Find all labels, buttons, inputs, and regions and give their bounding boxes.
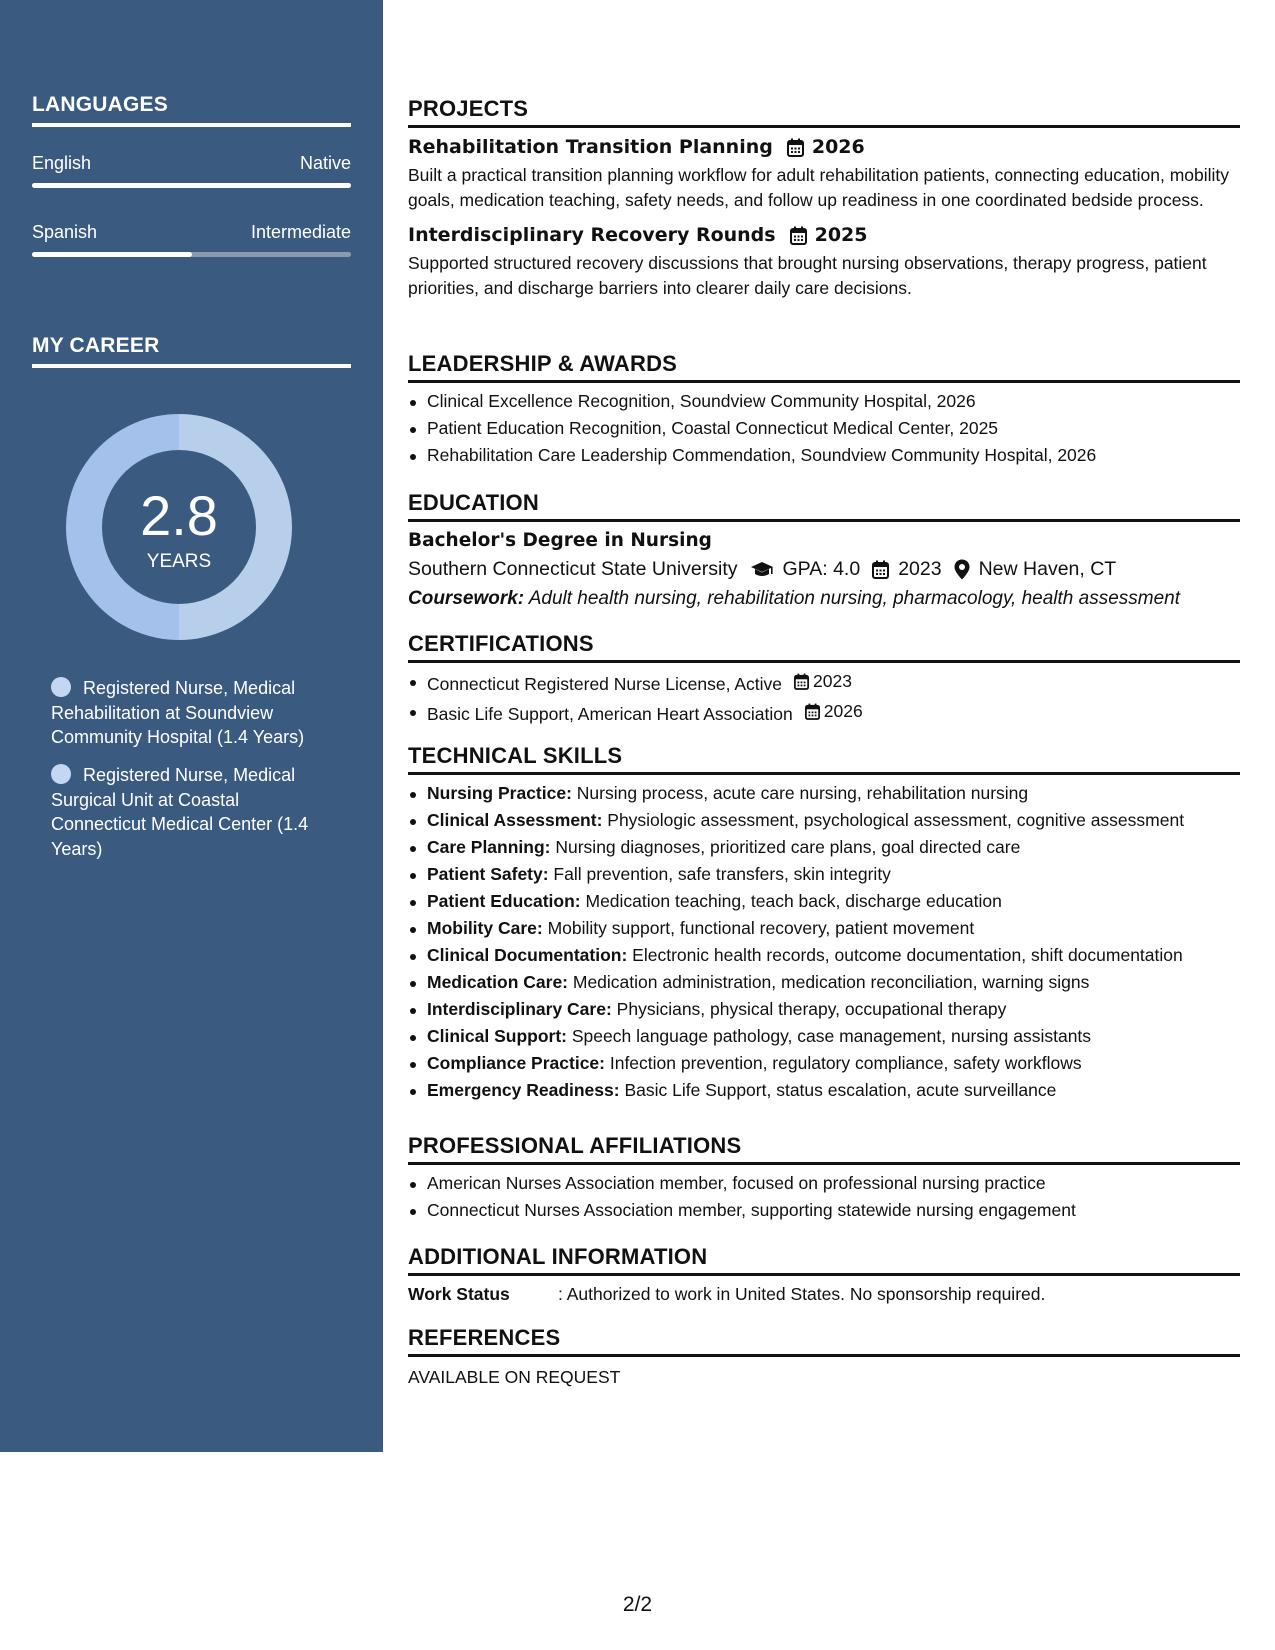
skill-item bbox=[408, 1077, 1240, 1104]
skill-text: Nursing diagnoses, prioritized care plans, goal directed care bbox=[550, 837, 1021, 857]
graduation-cap-icon bbox=[750, 561, 774, 579]
leadership-title: LEADERSHIP & AWARDS bbox=[408, 351, 1240, 383]
degree-title: Bachelor's Degree in Nursing bbox=[408, 530, 712, 551]
certification-year: 2026 bbox=[823, 701, 863, 721]
skill-item bbox=[408, 834, 1240, 861]
school-location: New Haven, CT bbox=[978, 558, 1117, 580]
coursework bbox=[408, 588, 1240, 610]
coursework-label: Coursework: bbox=[408, 588, 525, 609]
calendar-icon bbox=[872, 560, 889, 579]
certification-name: Basic Life Support, American Heart Association bbox=[427, 704, 793, 724]
affiliations-list bbox=[408, 1170, 1240, 1224]
skill-label: Compliance Practice: bbox=[427, 1053, 605, 1073]
skill-label: Clinical Assessment: bbox=[427, 810, 603, 830]
projects-title: PROJECTS bbox=[408, 96, 1240, 128]
project-title bbox=[408, 224, 1240, 246]
certifications-section bbox=[408, 631, 1240, 728]
skill-text: Fall prevention, safe transfers, skin integrity bbox=[548, 864, 891, 884]
skill-item bbox=[408, 807, 1240, 834]
references-title: REFERENCES bbox=[408, 1325, 1240, 1357]
career-item bbox=[51, 676, 331, 750]
career-total-years: 2.8 bbox=[140, 484, 218, 547]
education-title: EDUCATION bbox=[408, 490, 1240, 522]
calendar-icon bbox=[805, 703, 820, 720]
skill-text: Mobility support, functional recovery, patient movement bbox=[542, 918, 975, 938]
certifications-title: CERTIFICATIONS bbox=[408, 631, 1240, 663]
skill-text: Electronic health records, outcome documentation, shift documentation bbox=[627, 945, 1183, 965]
career-title: MY CAREER bbox=[32, 334, 351, 368]
list-item bbox=[408, 668, 1240, 698]
career-item bbox=[51, 763, 331, 861]
skill-item bbox=[408, 1023, 1240, 1050]
project-year: 2025 bbox=[814, 224, 868, 246]
education-details bbox=[408, 558, 1240, 581]
career-item-text: Registered Nurse, Medical Surgical Unit at Coastal Connecticut Medical Center (1.4 Years) bbox=[51, 765, 309, 859]
graduation-year: 2023 bbox=[898, 558, 942, 580]
skills-title: TECHNICAL SKILLS bbox=[408, 743, 1240, 775]
work-status-value: : Authorized to work in United States. No sponsorship required. bbox=[558, 1284, 1046, 1304]
project-title bbox=[408, 136, 1240, 158]
project-name: Rehabilitation Transition Planning bbox=[408, 136, 773, 158]
location-pin-icon bbox=[954, 559, 970, 580]
skill-label: Patient Safety: bbox=[427, 864, 549, 884]
project-name: Interdisciplinary Recovery Rounds bbox=[408, 224, 776, 246]
list-item bbox=[408, 698, 1240, 728]
calendar-icon bbox=[794, 673, 809, 690]
certification-date bbox=[805, 698, 863, 725]
language-english bbox=[32, 153, 351, 174]
list-item: American Nurses Association member, focused on professional nursing practice bbox=[408, 1170, 1240, 1197]
list-item: Patient Education Recognition, Coastal Connecticut Medical Center, 2025 bbox=[408, 415, 1240, 442]
skills-section bbox=[408, 743, 1240, 1104]
additional-section bbox=[408, 1244, 1240, 1305]
languages-section bbox=[32, 93, 351, 127]
language-bar-fill bbox=[32, 183, 351, 188]
skill-text: Speech language pathology, case management, nursing assistants bbox=[567, 1026, 1092, 1046]
career-bullet-dot bbox=[51, 677, 71, 697]
language-level: Intermediate bbox=[250, 222, 351, 242]
list-item: Clinical Excellence Recognition, Soundview Community Hospital, 2026 bbox=[408, 388, 1240, 415]
language-bar bbox=[32, 183, 351, 188]
page-number: 2/2 bbox=[622, 1593, 653, 1616]
skills-list bbox=[408, 780, 1240, 1104]
language-name: Spanish bbox=[32, 222, 98, 242]
language-name: English bbox=[32, 153, 92, 173]
languages-title: LANGUAGES bbox=[32, 93, 351, 127]
sidebar bbox=[0, 0, 383, 1452]
career-bullet-dot bbox=[51, 764, 71, 784]
career-section bbox=[32, 334, 351, 368]
skill-label: Clinical Documentation: bbox=[427, 945, 628, 965]
references-text: AVAILABLE ON REQUEST bbox=[408, 1367, 621, 1387]
project-year: 2026 bbox=[811, 136, 865, 158]
skill-item bbox=[408, 969, 1240, 996]
skill-item bbox=[408, 861, 1240, 888]
skill-label: Emergency Readiness: bbox=[427, 1080, 620, 1100]
skill-label: Mobility Care: bbox=[427, 918, 543, 938]
references-section bbox=[408, 1325, 1240, 1388]
language-spanish bbox=[32, 222, 351, 243]
affiliations-section bbox=[408, 1133, 1240, 1224]
work-status-row bbox=[408, 1284, 1240, 1305]
calendar-icon bbox=[790, 226, 807, 245]
skill-label: Care Planning: bbox=[427, 837, 551, 857]
career-years-unit: YEARS bbox=[146, 551, 212, 572]
skill-text: Infection prevention, regulatory compliance, safety workflows bbox=[604, 1053, 1082, 1073]
coursework-text: Adult health nursing, rehabilitation nursing, pharmacology, health assessment bbox=[524, 588, 1181, 609]
leadership-list bbox=[408, 388, 1240, 469]
skill-text: Physicians, physical therapy, occupational therapy bbox=[611, 999, 1007, 1019]
gpa: GPA: 4.0 bbox=[782, 558, 861, 580]
skill-item bbox=[408, 1050, 1240, 1077]
calendar-icon bbox=[787, 138, 804, 157]
project-description: Supported structured recovery discussions that brought nursing observations, therapy progress, patient priorities, and discharge barriers into clearer daily care decisions. bbox=[408, 253, 1207, 298]
work-status-label: Work Status bbox=[408, 1284, 510, 1304]
skill-item bbox=[408, 996, 1240, 1023]
certification-date bbox=[794, 668, 852, 695]
skill-label: Interdisciplinary Care: bbox=[427, 999, 612, 1019]
skill-label: Clinical Support: bbox=[427, 1026, 567, 1046]
skill-item bbox=[408, 888, 1240, 915]
leadership-section bbox=[408, 351, 1240, 469]
skill-label: Patient Education: bbox=[427, 891, 581, 911]
skill-item bbox=[408, 780, 1240, 807]
skill-item bbox=[408, 942, 1240, 969]
skill-text: Nursing process, acute care nursing, rehabilitation nursing bbox=[571, 783, 1029, 803]
skill-text: Basic Life Support, status escalation, acute surveillance bbox=[619, 1080, 1057, 1100]
career-item-text: Registered Nurse, Medical Rehabilitation at Soundview Community Hospital (1.4 Years) bbox=[51, 678, 305, 747]
education-section bbox=[408, 490, 1240, 610]
certification-name: Connecticut Registered Nurse License, Active bbox=[427, 674, 783, 694]
language-bar-fill bbox=[32, 252, 192, 257]
language-level: Native bbox=[299, 153, 351, 173]
affiliations-title: PROFESSIONAL AFFILIATIONS bbox=[408, 1133, 1240, 1165]
skill-text: Medication administration, medication reconciliation, warning signs bbox=[568, 972, 1090, 992]
skill-label: Medication Care: bbox=[427, 972, 568, 992]
list-item: Rehabilitation Care Leadership Commendation, Soundview Community Hospital, 2026 bbox=[408, 442, 1240, 469]
list-item: Connecticut Nurses Association member, supporting statewide nursing engagement bbox=[408, 1197, 1240, 1224]
skill-label: Nursing Practice: bbox=[427, 783, 572, 803]
additional-title: ADDITIONAL INFORMATION bbox=[408, 1244, 1240, 1276]
project-description: Built a practical transition planning workflow for adult rehabilitation patients, connecting education, mobility goals, medication teaching, safety needs, and follow up readiness in one coordinated bedside process. bbox=[408, 165, 1230, 210]
career-donut bbox=[66, 414, 292, 640]
skill-text: Physiologic assessment, psychological assessment, cognitive assessment bbox=[602, 810, 1185, 830]
certifications-list bbox=[408, 668, 1240, 728]
skill-text: Medication teaching, teach back, discharge education bbox=[580, 891, 1002, 911]
school-name: Southern Connecticut State University bbox=[408, 558, 738, 580]
certification-year: 2023 bbox=[813, 671, 852, 691]
skill-item bbox=[408, 915, 1240, 942]
projects-section bbox=[408, 96, 1240, 300]
language-bar bbox=[32, 252, 351, 257]
